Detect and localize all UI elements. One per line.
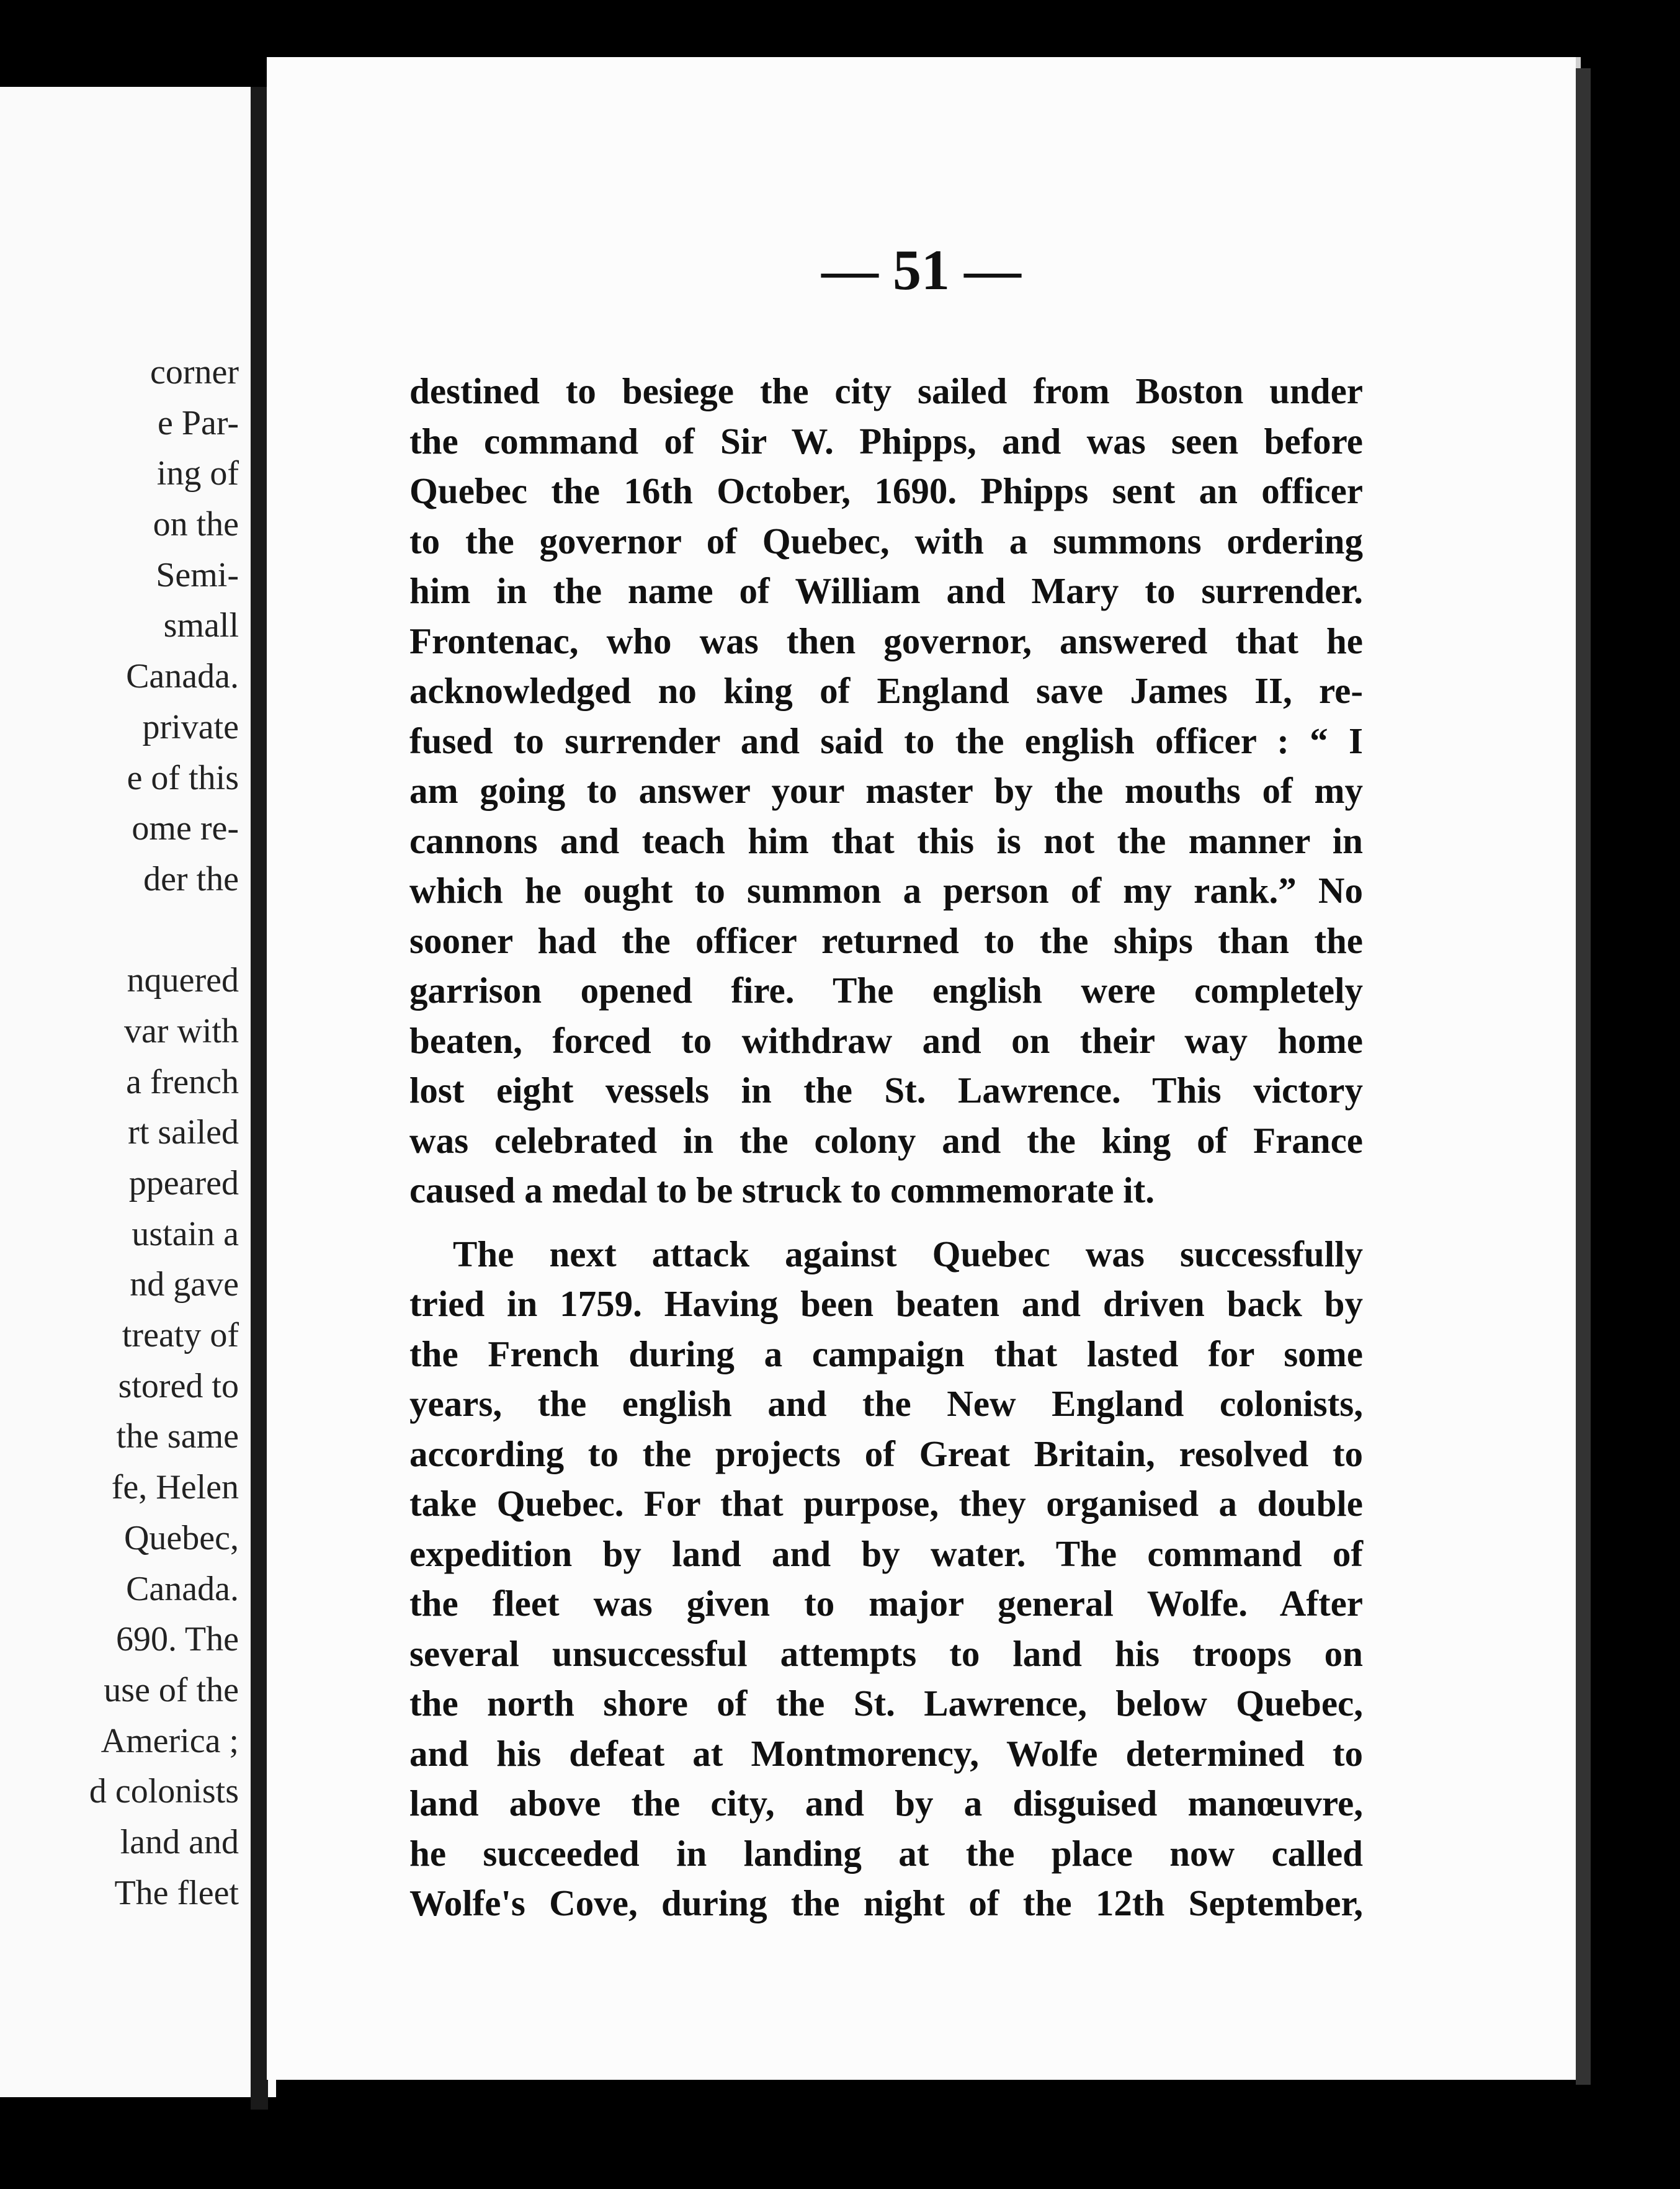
text-line: cannons and teach him that this is not the manner in [409, 820, 1363, 861]
page-edge-shadow [1576, 68, 1591, 2085]
text-line: lost eight vessels in the St. Lawrence. This victory [409, 1070, 1363, 1111]
left-line: a french [126, 1062, 239, 1101]
left-line: use of the [104, 1670, 239, 1709]
text-line: to the governor of Quebec, with a summons ordering [409, 520, 1363, 562]
paragraph-1 [409, 366, 1363, 1215]
left-line: e of this [127, 758, 239, 797]
left-line: corner [150, 353, 239, 392]
left-line: Quebec, [123, 1518, 239, 1557]
left-line: America ; [101, 1721, 239, 1760]
left-line: 690. The [115, 1620, 239, 1659]
left-line: Semi- [156, 555, 239, 594]
text-line: according to the projects of Great Britain, resolved to [409, 1433, 1363, 1474]
right-page [267, 57, 1581, 2080]
left-line: ustain a [132, 1214, 239, 1253]
text-line: and his defeat at Montmorency, Wolfe determined to [409, 1732, 1363, 1774]
left-line: the same [116, 1417, 239, 1456]
left-line: private [142, 707, 239, 746]
text-line: Frontenac, who was then governor, answered that he [409, 620, 1363, 661]
left-line: treaty of [122, 1316, 239, 1355]
text-line: several unsuccessful attempts to land his troops on [409, 1632, 1363, 1674]
left-line: ing of [156, 454, 239, 493]
text-line: am going to answer your master by the mouths of my [409, 770, 1363, 811]
text-line: acknowledged no king of England save James II, re- [409, 670, 1363, 711]
book-gutter [251, 87, 268, 2110]
left-line: d colonists [89, 1772, 239, 1811]
text-line: tried in 1759. Having been beaten and driven back by [409, 1283, 1363, 1324]
text-line: caused a medal to be struck to commemorate it. [409, 1170, 1155, 1211]
left-line: ppeared [128, 1164, 239, 1202]
left-line: e Par- [157, 403, 239, 442]
text-line: the fleet was given to major general Wolfe. After [409, 1583, 1363, 1624]
left-line: stored to [118, 1366, 239, 1405]
text-line: The next attack against Quebec was successfully [453, 1233, 1363, 1274]
left-line: The fleet [114, 1873, 239, 1912]
paragraph-gap [409, 1215, 1363, 1229]
left-line: Canada. [126, 657, 239, 696]
left-gap [3, 905, 239, 956]
text-line: which he ought to summon a person of my rank.” No [409, 870, 1363, 911]
text-line: him in the name of William and Mary to surrender. [409, 570, 1363, 611]
text-line: garrison opened fire. The english were completely [409, 970, 1363, 1011]
text-line: the French during a campaign that lasted for some [409, 1333, 1363, 1374]
text-line: was celebrated in the colony and the king of France [409, 1119, 1363, 1161]
left-line: ome re- [132, 809, 239, 848]
page-number: — 51 — [821, 238, 1021, 302]
left-line: on the [153, 505, 239, 544]
left-line: land and [120, 1822, 239, 1861]
text-line: Wolfe's Cove, during the night of the 12th September, [409, 1882, 1363, 1923]
text-line: expedition by land and by water. The command of [409, 1533, 1363, 1574]
left-page-text [3, 347, 239, 1918]
page-body [409, 366, 1363, 1928]
text-line: beaten, forced to withdraw and on their way home [409, 1019, 1363, 1061]
text-line: Quebec the 16th October, 1690. Phipps sent an officer [409, 470, 1363, 511]
left-line: nquered [127, 961, 239, 1000]
paragraph-2 [409, 1229, 1363, 1928]
text-line: the north shore of the St. Lawrence, below Quebec, [409, 1683, 1363, 1724]
left-line: nd gave [130, 1265, 239, 1304]
text-line: land above the city, and by a disguised manœuvre, [409, 1783, 1363, 1824]
left-line: rt sailed [128, 1113, 239, 1152]
left-line: der the [143, 859, 239, 898]
left-line: Canada. [126, 1569, 239, 1608]
text-line: the command of Sir W. Phipps, and was seen before [409, 420, 1363, 462]
left-line: small [163, 606, 239, 645]
text-line: he succeeded in landing at the place now called [409, 1832, 1363, 1874]
left-page [0, 87, 276, 2097]
left-line: fe, Helen [111, 1468, 239, 1507]
left-line: var with [123, 1011, 239, 1050]
text-line: sooner had the officer returned to the ships than the [409, 920, 1363, 961]
text-line: years, the english and the New England colonists, [409, 1383, 1363, 1424]
text-line: fused to surrender and said to the english officer : “ I [409, 720, 1363, 761]
text-line: take Quebec. For that purpose, they organised a double [409, 1483, 1363, 1524]
text-line: destined to besiege the city sailed from Boston under [409, 370, 1363, 411]
